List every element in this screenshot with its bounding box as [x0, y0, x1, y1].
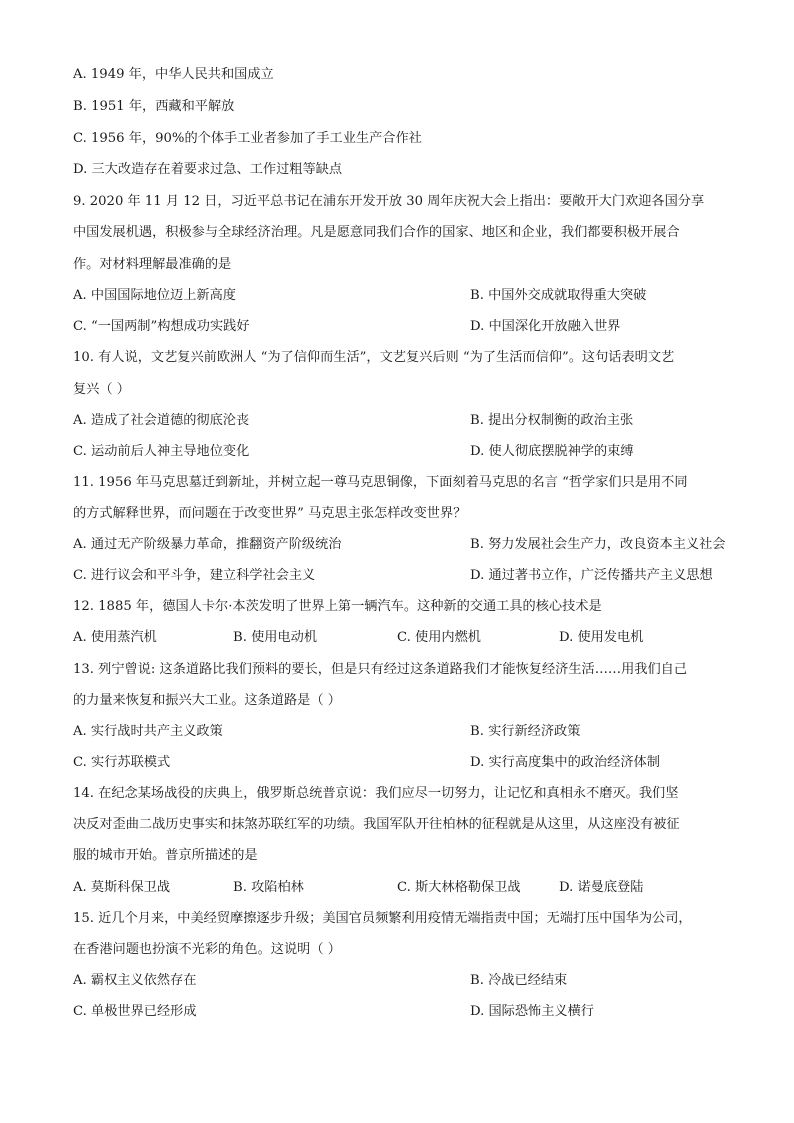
q14-stem-line-1: 14. 在纪念某场战役的庆典上，俄罗斯总统普京说：我们应尽一切努力，让记忆和真相永不磨灭。我们坚 [73, 786, 679, 801]
q10-stem-line-2: 复兴（ ） [73, 382, 130, 397]
q13-stem-line-2: 的力量来恢复和振兴大工业。这条道路是（ ） [73, 693, 341, 708]
q9-option-row-1 [73, 286, 647, 306]
q11-option-a: A. 通过无产阶级暴力革命，推翻资产阶级统治 [73, 537, 342, 552]
q15-option-row-2 [73, 1002, 594, 1022]
q8-option-c: C. 1956 年，90%的个体手工业者参加了手工业生产合作社 [73, 131, 422, 146]
q10-option-row-1 [73, 411, 634, 431]
q15-option-b: B. 冷战已经结束 [470, 973, 568, 988]
q9-option-a: A. 中国国际地位迈上新高度 [73, 288, 236, 303]
q11-stem-line-1: 11. 1956 年马克思墓迁到新址，并树立起一尊马克思铜像，下面刻着马克思的名言 “哲学家们只是用不同 [73, 475, 688, 490]
q13-option-c: C. 实行苏联模式 [73, 755, 171, 770]
q13-option-a: A. 实行战时共产主义政策 [73, 724, 223, 739]
q14-stem-line-2: 决反对歪曲二战历史事实和抹煞苏联红军的功绩。我国军队开往柏林的征程就是从这里，从这座没有被征 [73, 817, 680, 832]
q15-option-d: D. 国际恐怖主义横行 [470, 1004, 594, 1019]
q11-option-d: D. 通过著书立作，广泛传播共产主义思想 [470, 568, 713, 583]
q13-option-row-1 [73, 722, 581, 742]
q13-option-d: D. 实行高度集中的政治经济体制 [470, 755, 660, 770]
q14-option-c: C. 斯大林格勒保卫战 [397, 880, 521, 895]
q14-option-a: A. 莫斯科保卫战 [73, 880, 171, 895]
q14-stem-line-3: 服的城市开始。普京所描述的是 [73, 848, 258, 863]
q8-option-d: D. 三大改造存在着要求过急、工作过粗等缺点 [73, 162, 343, 177]
q8-option-a: A. 1949 年，中华人民共和国成立 [73, 67, 274, 82]
q12-option-d: D. 使用发电机 [559, 630, 644, 645]
q9-option-c: C. “一国两制”构想成功实践好 [73, 319, 250, 334]
q12-option-b: B. 使用电动机 [233, 630, 318, 645]
q8-option-b: B. 1951 年，西藏和平解放 [73, 99, 235, 114]
q9-stem-line-1: 9. 2020 年 11 月 12 日，习近平总书记在浦东开发开放 30 周年庆祝大会上指出：要敞开大门欢迎各国分享 [73, 194, 705, 209]
q9-option-row-2 [73, 317, 621, 337]
q11-option-row-2 [73, 566, 713, 586]
q12-option-a: A. 使用蒸汽机 [73, 630, 157, 645]
q13-stem-line-1: 13. 列宁曾说: 这条道路比我们预料的要长，但是只有经过这条道路我们才能恢复经济生活……用我们自己 [73, 662, 688, 677]
q15-stem-line-1: 15. 近几个月来，中美经贸摩擦逐步升级；美国官员频繁利用疫情无端指责中国；无端打压中国华为公司， [73, 911, 692, 926]
q11-option-row-1 [73, 535, 726, 555]
q11-stem-line-2: 的方式解释世界，而问题在于改变世界” 马克思主张怎样改变世界？ [73, 506, 467, 521]
q15-stem-line-2: 在香港问题也扮演不光彩的角色。这说明（ ） [73, 942, 341, 957]
q12-option-c: C. 使用内燃机 [397, 630, 481, 645]
q11-option-c: C. 进行议会和平斗争，建立科学社会主义 [73, 568, 316, 583]
q15-option-c: C. 单极世界已经形成 [73, 1004, 197, 1019]
q10-option-d: D. 使人彻底摆脱神学的束缚 [470, 444, 634, 459]
q9-stem-line-2: 中国发展机遇，积极参与全球经济治理。凡是愿意同我们合作的国家、地区和企业，我们都要积极开展合 [73, 225, 680, 240]
q15-option-row-1 [73, 971, 568, 991]
q10-option-c: C. 运动前后人神主导地位变化 [73, 444, 250, 459]
q14-option-d: D. 诺曼底登陆 [559, 880, 644, 895]
q14-option-b: B. 攻陷柏林 [233, 880, 304, 895]
q12-stem-line-1: 12. 1885 年，德国人卡尔·本茨发明了世界上第一辆汽车。这种新的交通工具的核心技术是 [73, 599, 602, 614]
q13-option-row-2 [73, 753, 660, 773]
q10-option-b: B. 提出分权制衡的政治主张 [470, 413, 634, 428]
q10-stem-line-1: 10. 有人说，文艺复兴前欧洲人 “为了信仰而生活”，文艺复兴后则 “为了生活而信仰”。这句话表明文艺 [73, 350, 675, 365]
q13-option-b: B. 实行新经济政策 [470, 724, 581, 739]
q10-option-a: A. 造成了社会道德的彻底沦丧 [73, 413, 250, 428]
q11-option-b: B. 努力发展社会生产力，改良资本主义社会 [470, 537, 726, 552]
q9-option-d: D. 中国深化开放融入世界 [470, 319, 621, 334]
q9-option-b: B. 中国外交成就取得重大突破 [470, 288, 647, 303]
q15-option-a: A. 霸权主义依然存在 [73, 973, 197, 988]
q10-option-row-2 [73, 442, 634, 462]
q9-stem-line-3: 作。对材料理解最准确的是 [73, 257, 232, 272]
